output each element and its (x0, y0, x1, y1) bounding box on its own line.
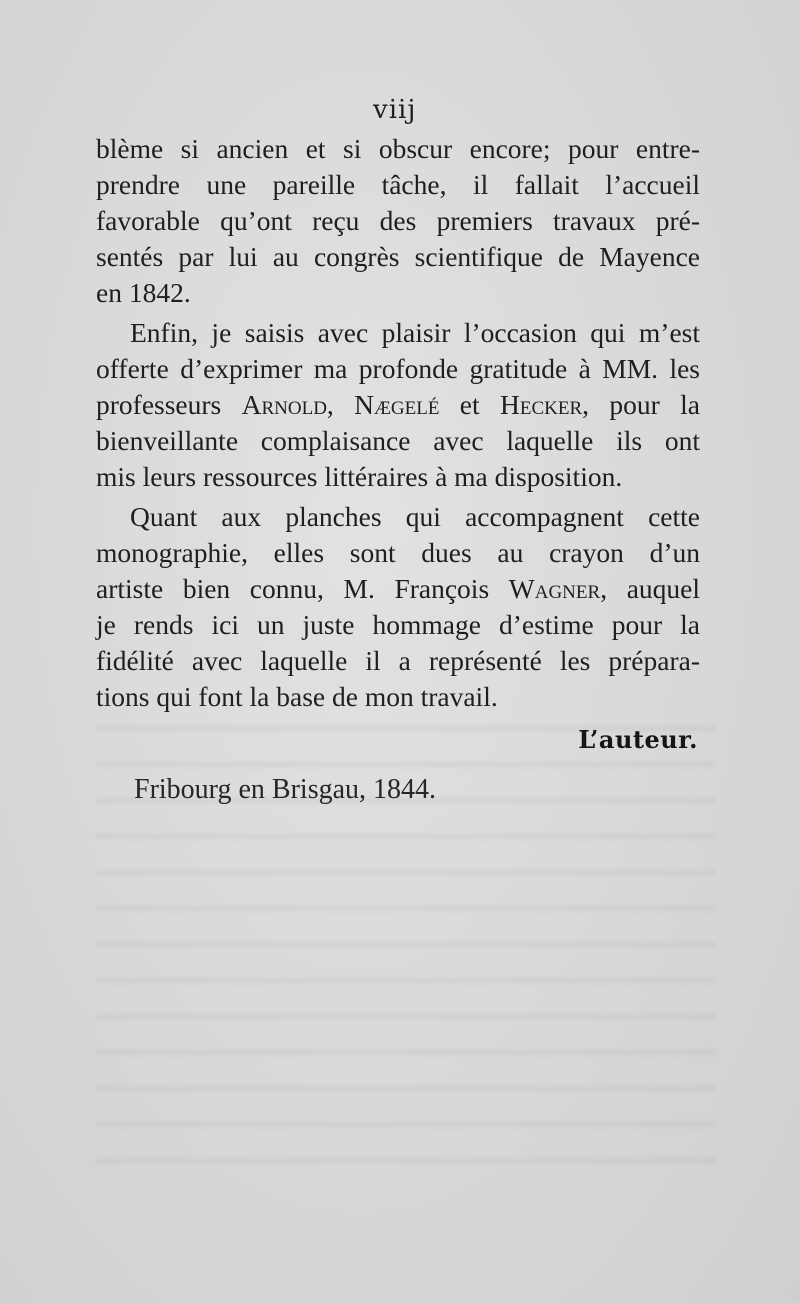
text-line: Quant aux planches qui accompagnent cette (130, 501, 700, 532)
text-line: tions qui font la base de mon travail. (96, 681, 498, 712)
text-line: offerte d’exprimer ma profonde gratitude à MM. les (96, 353, 700, 384)
text-line: mis leurs ressources littéraires à ma disposition. (96, 461, 623, 492)
signature: L’auteur. (578, 725, 698, 754)
text-line: monographie, elles sont dues au crayon d’un (96, 537, 700, 568)
text-line: Enfin, je saisis avec plaisir l’occasion qui m’est (130, 317, 700, 348)
body-text (96, 131, 700, 715)
text-line: artiste bien connu, M. François Wagner, auquel (96, 573, 700, 604)
author-name-hecker: Hecker (500, 389, 583, 420)
page-number: viij (373, 95, 417, 125)
author-name-naegele: Nægelé (354, 389, 440, 420)
place-date: Fribourg en Brisgau, 1844. (134, 774, 437, 805)
text-line: en 1842. (96, 277, 191, 308)
text-line: je rends ici un juste hommage d’estime pour la (96, 609, 700, 640)
text-line: prendre une pareille tâche, il fallait l’accueil (96, 169, 700, 200)
text-line: favorable qu’ont reçu des premiers travaux pré- (96, 205, 700, 236)
text-line: fidélité avec laquelle il a représenté les prépara- (96, 645, 700, 676)
text-line: professeurs Arnold, Nægelé et Hecker, pour la (96, 389, 700, 420)
author-name-arnold: Arnold (241, 389, 327, 420)
text-line: bienveillante complaisance avec laquelle ils ont (96, 425, 700, 456)
text-line: blème si ancien et si obscur encore; pour entre- (96, 133, 700, 164)
text-line: sentés par lui au congrès scientifique de Mayence (96, 241, 700, 272)
artist-name-wagner: Wagner (508, 573, 601, 604)
